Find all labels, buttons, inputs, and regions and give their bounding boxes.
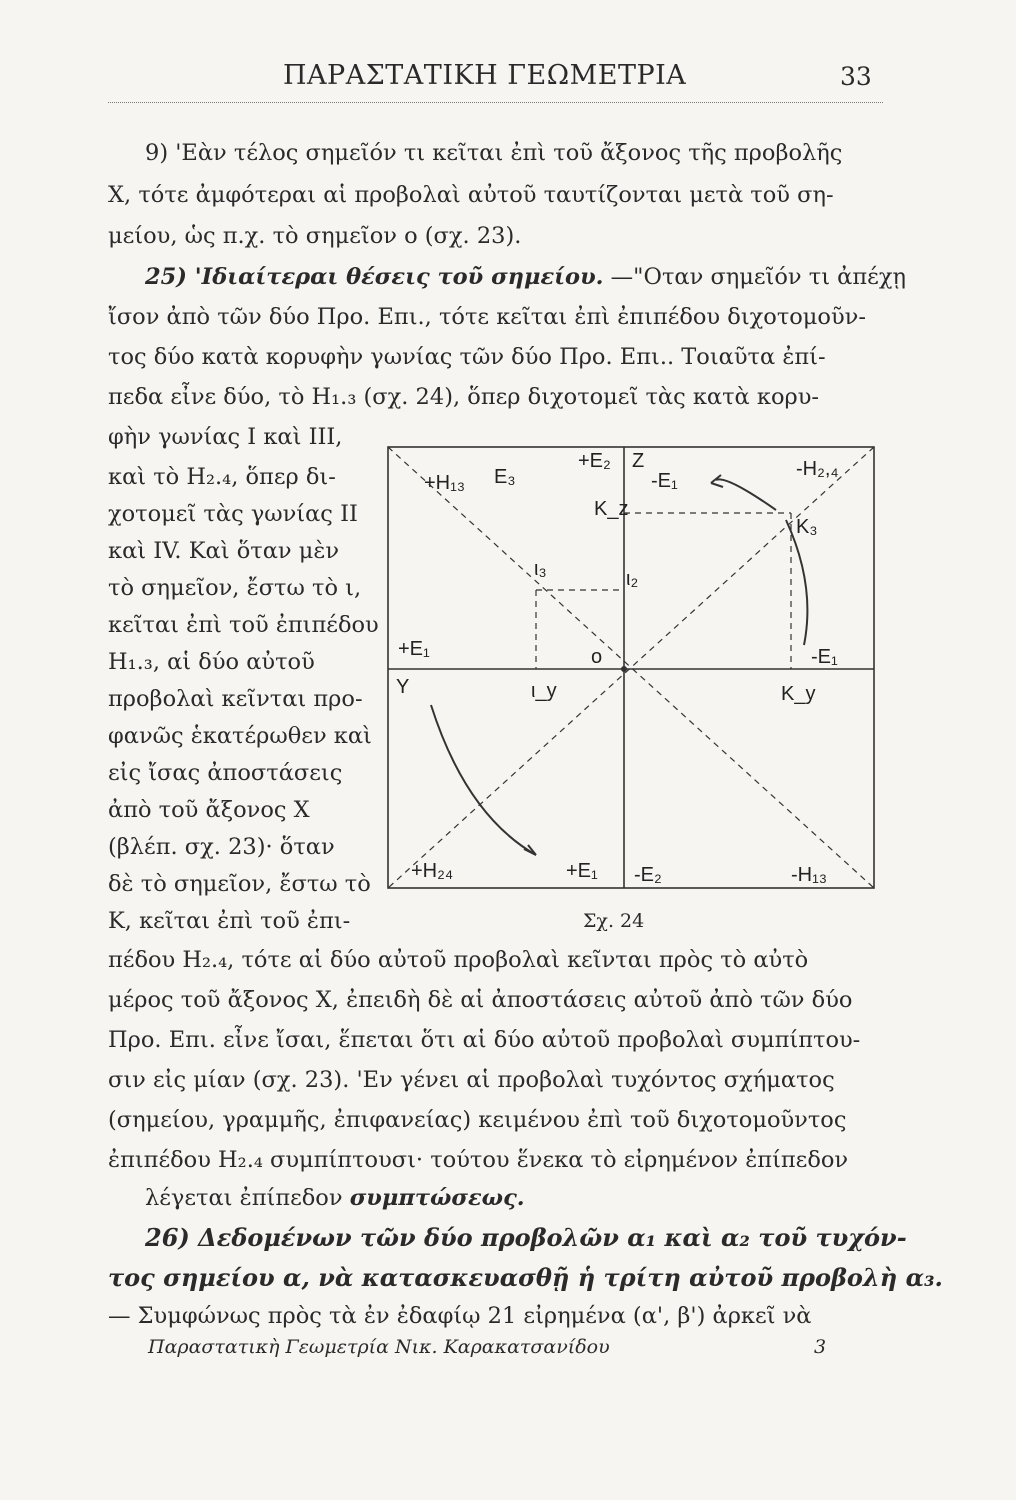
text-line: (σημείου, γραμμῆς, ἐπιφανείας) κειμένου ἐπὶ τοῦ διχοτομοῦντος (108, 1107, 847, 1133)
text-line: κεῖται ἐπὶ τοῦ ἐπιπέδου (108, 612, 379, 638)
text-line: τος δύο κατὰ κορυφὴν γωνίας τῶν δύο Προ. Επι.. Τοιαῦτα ἐπί- (108, 344, 826, 370)
section-26-heading: 26) Δεδομένων τῶν δύο προβολῶν α₁ καὶ α₂ τοῦ τυχόν- (145, 1223, 907, 1252)
page-number: 33 (840, 62, 872, 91)
footer-book-title: Παραστατικὴ Γεωμετρία Νικ. Καρακατσανίδου (148, 1336, 610, 1358)
text-line: Κ, κεῖται ἐπὶ τοῦ ἐπι- (108, 908, 351, 934)
section-25-heading: 25) 'Ιδιαίτεραι θέσεις τοῦ σημείου. (145, 264, 604, 290)
label-kz: K_z (594, 498, 629, 520)
label-e1-plus-bottom: +E₁ (566, 860, 598, 882)
label-i3: ι₃ (534, 558, 547, 580)
origin-point (621, 666, 627, 672)
text-span: —"Οταν σημεῖόν τι ἀπέχῃ (610, 264, 906, 290)
label-h13-top-left: +Η₁₃ (424, 472, 466, 494)
text-line: καὶ IV. Καὶ ὅταν μὲν (108, 538, 340, 564)
text-line: δὲ τὸ σημεῖον, ἔστω τὸ (108, 871, 371, 897)
label-e1-minus-right: -E₁ (811, 646, 838, 668)
text-line: πέδου Η₂.₄, τότε αἱ δύο αὐτοῦ προβολαὶ κεῖνται πρὸς τὸ αὐτὸ (108, 947, 809, 973)
footer-signature-number: 3 (814, 1336, 827, 1358)
text-line: μέρος τοῦ ἄξονος X, ἐπειδὴ δὲ αἱ ἀποστάσεις αὐτοῦ ἀπὸ τῶν δύο (108, 987, 853, 1013)
text-line: ἀπὸ τοῦ ἄξονος X (108, 797, 310, 823)
label-iy: ι_y (531, 680, 557, 702)
text-line: φανῶς ἑκατέρωθεν καὶ (108, 723, 372, 749)
rotation-arc-left (431, 705, 536, 855)
text-line: (βλέπ. σχ. 23)· ὅταν (108, 834, 335, 860)
label-e1-plus-left: +E₁ (398, 638, 430, 660)
label-z: Z (632, 450, 645, 472)
label-y: Y (396, 676, 410, 698)
label-h24-bottom-left: +Η₂₄ (411, 860, 454, 882)
arrowhead (524, 845, 536, 855)
label-o: o (591, 646, 603, 668)
page-footer (0, 1336, 1016, 1366)
label-e1-minus-top: -E₁ (651, 470, 678, 492)
label-e2-plus: +E₂ (578, 450, 611, 472)
text-span: λέγεται ἐπίπεδον (145, 1185, 343, 1211)
figure-24-diagram (386, 445, 876, 890)
text-line: προβολαὶ κεῖνται προ- (108, 686, 363, 712)
arrowhead (711, 475, 723, 487)
figure-24 (386, 445, 876, 890)
text-line: — Συμφώνως πρὸς τὰ ἐν ἐδαφίῳ 21 εἰρημένα (α', β') ἀρκεῖ νὰ (108, 1303, 812, 1329)
label-h13-bottom-right: -Η₁₃ (791, 864, 827, 886)
text-line: ἴσον ἀπὸ τῶν δύο Προ. Επι., τότε κεῖται ἐπὶ ἐπιπέδου διχοτομοῦν- (108, 304, 866, 330)
text-line: ἐπιπέδου Η₂.₄ συμπίπτουσι· τούτου ἕνεκα τὸ εἰρημένον ἐπίπεδον (108, 1147, 849, 1173)
page-header (0, 58, 1016, 98)
label-k3: K₃ (796, 516, 818, 538)
label-ky: K_y (781, 683, 816, 705)
label-e2-minus: -E₂ (634, 864, 662, 886)
text-line: Η₁.₃, αἱ δύο αὐτοῦ (108, 649, 315, 675)
text-line: τὸ σημεῖον, ἔστω τὸ ι, (108, 575, 362, 601)
bisector-h13 (388, 447, 874, 888)
text-line: Προ. Επι. εἶνε ἴσαι, ἕπεται ὅτι αἱ δύο αὐτοῦ προβολαὶ συμπίπτου- (108, 1027, 861, 1053)
text-line: χοτομεῖ τὰς γωνίας II (108, 501, 358, 527)
bisector-h24 (388, 447, 874, 888)
text-line: μείου, ὡς π.χ. τὸ σημεῖον ο (σχ. 23). (108, 223, 522, 249)
text-line: σιν εἰς μίαν (σχ. 23). 'Εν γένει αἱ προβολαὶ τυχόντος σχήματος (108, 1067, 835, 1093)
header-rule (108, 102, 883, 103)
label-h24-top-right: -Η₂,₄ (796, 458, 839, 480)
text-line: καὶ τὸ Η₂.₄, ὅπερ δι- (108, 464, 336, 490)
rotation-arc-top (716, 479, 776, 510)
figure-caption: Σχ. 24 (583, 910, 645, 932)
text-line (145, 1183, 525, 1213)
term-italic: συμπτώσεως. (349, 1185, 525, 1211)
figure-frame (388, 447, 874, 888)
text-line: πεδα εἶνε δύο, τὸ Η₁.₃ (σχ. 24), ὅπερ διχοτομεῖ τὰς κατὰ κορυ- (108, 384, 820, 410)
text-line: φὴν γωνίας I καὶ III, (108, 424, 343, 450)
running-title: ΠΑΡΑΣΤΑΤΙΚΗ ΓΕΩΜΕΤΡΙΑ (283, 60, 687, 91)
rotation-arc-right (786, 520, 807, 645)
label-e3: E₃ (494, 466, 516, 488)
text-line: 9) 'Εὰν τέλος σημεῖόν τι κεῖται ἐπὶ τοῦ ἄξονος τῆς προβολῆς (145, 140, 843, 166)
section-26-heading-cont: τος σημείου α, νὰ κατασκευασθῇ ἡ τρίτη αὐτοῦ προβολὴ α₃. (108, 1263, 943, 1292)
section-25-line (145, 262, 906, 292)
text-line: εἰς ἴσας ἀποστάσεις (108, 760, 343, 786)
label-i2: ι₂ (626, 568, 639, 590)
text-line: X, τότε ἀμφότεραι αἱ προβολαὶ αὐτοῦ ταυτίζονται μετὰ τοῦ ση- (108, 182, 834, 208)
